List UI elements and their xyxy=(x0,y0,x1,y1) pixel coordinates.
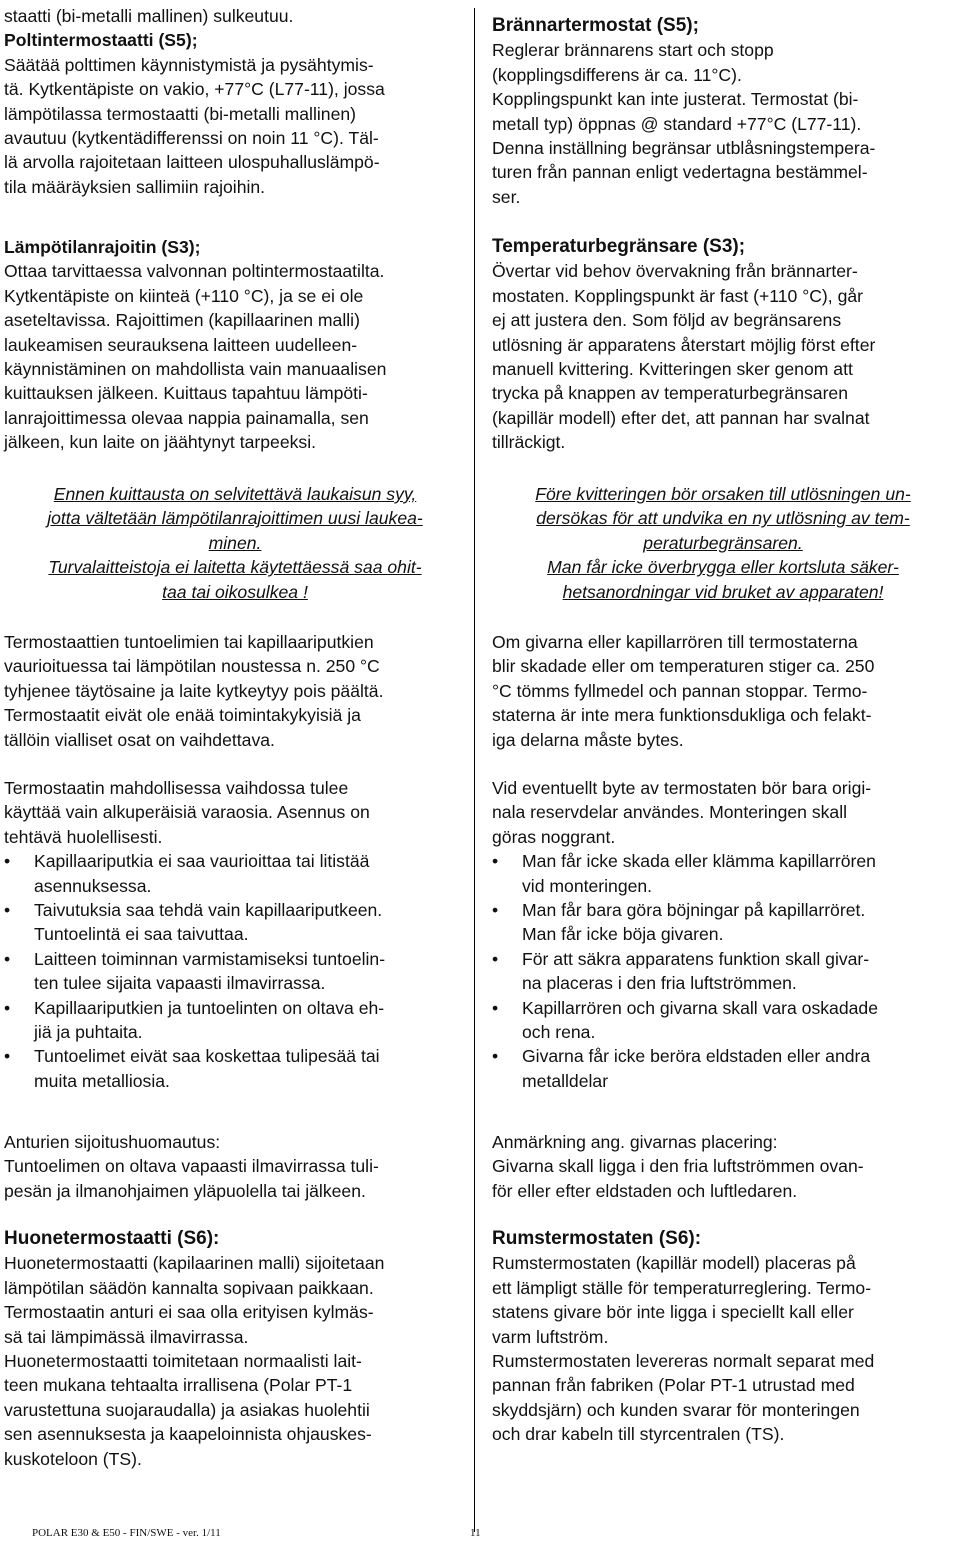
list-item: • Givarna får icke beröra eldstaden eller andra metalldelar xyxy=(492,1044,954,1093)
warning-line: Man får icke överbrygga eller kortsluta säker- xyxy=(547,557,899,578)
text-line: Säätää polttimen käynnistymistä ja pysähtymis- xyxy=(4,54,374,75)
text-line: trycka på knappen av temperaturbegränsaren xyxy=(492,383,848,404)
text-line: utlösning är apparatens återstart möjlig först efter xyxy=(492,334,876,355)
text-line: lämpötilan säädön kannalta sopivaan paikkaan. xyxy=(4,1277,374,1298)
warning-line: peraturbegränsaren. xyxy=(643,532,803,553)
text-line: lanrajoittimessa olevaa nappia painamalla, sen xyxy=(4,407,369,428)
list-item: • Kapillaariputkien ja tuntoelinten on oltava eh- jiä ja puhtaita. xyxy=(4,996,466,1045)
text-line: ett lämpligt ställe för temperaturreglering. Termo- xyxy=(492,1277,872,1298)
sv-warning xyxy=(492,482,954,604)
text-line: tehtävä huolellisesti. xyxy=(4,826,163,847)
sv-s3-heading: Temperaturbegränsare (S3); xyxy=(492,236,746,257)
list-item: • Laitteen toiminnan varmistamiseksi tuntoelin- ten tulee sijaita vapaasti ilmavirrassa. xyxy=(4,947,466,996)
fi-s3-section xyxy=(4,235,466,455)
list-item: • Man får icke skada eller klämma kapillarrören vid monteringen. xyxy=(492,849,954,898)
text-line: Övertar vid behov övervakning från brännarter- xyxy=(492,261,858,282)
sv-s3-section xyxy=(492,235,954,455)
list-item: • För att säkra apparatens funktion skall givar- na placeras i den fria luftströmmen. xyxy=(492,947,954,996)
text-line: lä arvolla rajoitetaan laitteen ulospuhalluslämpö- xyxy=(4,152,380,173)
text-line: Termostaatin anturi ei saa olla erityisen kylmäs- xyxy=(4,1302,374,1323)
list-item: • Taivutuksia saa tehdä vain kapillaariputkeen. Tuntoelintä ei saa taivuttaa. xyxy=(4,898,466,947)
text-line: Termostaattien tuntoelimien tai kapillaariputkien xyxy=(4,632,374,652)
fi-s6-section xyxy=(4,1227,466,1471)
fi-replacement xyxy=(4,776,466,1093)
text-line: blir skadade eller om temperaturen stiger ca. 250 xyxy=(492,656,875,677)
text-line: tyhjenee täytösaine ja laite kytkeytyy pois päältä. xyxy=(4,680,384,701)
text-line: göras noggrant. xyxy=(492,826,616,847)
warning-line: minen. xyxy=(208,532,262,553)
text-line: varm luftström. xyxy=(492,1326,609,1347)
text-line: Rumstermostaten levereras normalt separat med xyxy=(492,1351,875,1372)
text-line: Givarna skall ligga i den fria luftströmmen ovan- xyxy=(492,1156,864,1177)
text-line: tällöin vialliset osat on vaihdettava. xyxy=(4,729,275,750)
fi-s5-heading: Poltintermostaatti (S5); xyxy=(4,30,198,51)
text-line: kuskoteloon (TS). xyxy=(4,1448,142,1469)
text-line: iga delarna måste bytes. xyxy=(492,729,684,750)
text-line: Kytkentäpiste on kiinteä (+110 °C), ja se ei ole xyxy=(4,285,364,306)
text-line: statens givare bör inte ligga i speciellt kall eller xyxy=(492,1302,854,1323)
fi-bullet-list xyxy=(4,849,466,1093)
text-line: sen asennuksesta ja kaapeloinnista ohjauskes- xyxy=(4,1424,372,1445)
text-line: Termostaatin mahdollisessa vaihdossa tulee xyxy=(4,778,349,798)
text-line: jälkeen, kun laite on jäähtynyt tarpeeksi. xyxy=(4,432,316,453)
text-line: avautuu (kytkentädifferenssi on noin 11 °C). Täl- xyxy=(4,128,379,149)
column-divider xyxy=(474,8,475,1532)
text-line: varustettuna suojaraudalla) ja asiakas huolehtii xyxy=(4,1399,370,1420)
text-line: tillräckigt. xyxy=(492,432,566,453)
text-line: Denna inställning begränsar utblåsningstempera- xyxy=(492,138,876,159)
text-line: teen mukana tehtaalta irrallisena (Polar PT-1 xyxy=(4,1375,353,1396)
fi-intro xyxy=(4,4,466,199)
warning-line: hetsanordningar vid bruket av apparaten! xyxy=(562,581,884,602)
text-line: Vid eventuellt byte av termostaten bör bara origi- xyxy=(492,778,872,798)
text-line: °C tömms fyllmedel och pannan stoppar. Termo- xyxy=(492,680,868,701)
fi-damage xyxy=(4,630,466,752)
text-line: Ottaa tarvittaessa valvonnan poltintermostaatilta. xyxy=(4,261,385,282)
sv-s6-section xyxy=(492,1227,954,1447)
text-line: Kopplingspunkt kan inte justerat. Termostat (bi- xyxy=(492,89,859,110)
fi-s6-heading: Huonetermostaatti (S6): xyxy=(4,1228,220,1249)
text-line: aseteltavissa. Rajoittimen (kapillaarinen malli) xyxy=(4,310,360,331)
warning-line: Turvalaitteistoja ei laitetta käytettäessä saa ohit- xyxy=(48,557,422,578)
text-line: ser. xyxy=(492,186,521,207)
text-line: och drar kabeln till styrcentralen (TS). xyxy=(492,1424,785,1445)
warning-line: Före kvitteringen bör orsaken till utlösningen un- xyxy=(535,484,911,504)
text-line: Anmärkning ang. givarnas placering: xyxy=(492,1132,778,1152)
text-line: tila määräyksien sallimiin rajoihin. xyxy=(4,176,266,197)
text-line: Huonetermostaatti toimitetaan normaalisti lait- xyxy=(4,1351,362,1372)
text-line: nala reservdelar användes. Monteringen skall xyxy=(492,802,848,823)
list-item: • Kapillaariputkia ei saa vaurioittaa tai litistää asennuksessa. xyxy=(4,849,466,898)
list-item: • Tuntoelimet eivät saa koskettaa tulipesää tai muita metalliosia. xyxy=(4,1044,466,1093)
text-line: staatti (bi-metalli mallinen) sulkeutuu. xyxy=(4,6,294,26)
fi-warning xyxy=(4,482,466,604)
text-line: kuittauksen jälkeen. Kuittaus tapahtuu lämpöti- xyxy=(4,383,368,404)
text-line: käynnistäminen on mahdollista vain manuaalisen xyxy=(4,359,387,380)
warning-line: Ennen kuittausta on selvitettävä laukaisun syy, xyxy=(53,484,417,504)
text-line: laukeamisen seurauksena laitteen uudelleen- xyxy=(4,334,358,355)
footer-document-id: POLAR E30 & E50 - FIN/SWE - ver. 1/11 xyxy=(32,1527,221,1539)
text-line: Huonetermostaatti (kapilaarinen malli) sijoitetaan xyxy=(4,1253,385,1274)
warning-line: taa tai oikosulkea ! xyxy=(162,581,308,602)
text-line: Tuntoelimen on oltava vapaasti ilmavirrassa tuli- xyxy=(4,1156,379,1177)
text-line: Anturien sijoitushuomautus: xyxy=(4,1132,221,1152)
text-line: ej att justera den. Som följd av begränsarens xyxy=(492,310,842,331)
text-line: pannan från fabriken (Polar PT-1 utrustad med xyxy=(492,1375,855,1396)
text-line: (kopplingsdifferens är ca. 11°C). xyxy=(492,64,742,85)
fi-s3-heading: Lämpötilanrajoitin (S3); xyxy=(4,237,201,257)
list-item: • Kapillarrören och givarna skall vara oskadade och rena. xyxy=(492,996,954,1045)
text-line: pesän ja ilmanohjaimen yläpuolella tai jälkeen. xyxy=(4,1180,366,1201)
sv-s6-heading: Rumstermostaten (S6): xyxy=(492,1228,702,1249)
warning-line: dersökas för att undvika en ny utlösning av tem- xyxy=(536,508,910,529)
text-line: sä tai lämpimässä ilmavirrassa. xyxy=(4,1326,249,1347)
fi-sensor-note xyxy=(4,1130,466,1203)
text-line: Reglerar brännarens start och stopp xyxy=(492,40,774,61)
text-line: för eller efter eldstaden och luftledaren. xyxy=(492,1180,798,1201)
text-line: manuell kvittering. Kvitteringen sker genom att xyxy=(492,359,853,380)
sv-s5-section xyxy=(492,14,954,209)
text-line: metall typ) öppnas @ standard +77°C (L77-11). xyxy=(492,113,862,134)
sv-replacement xyxy=(492,776,954,1093)
text-line: käyttää vain alkuperäisiä varaosia. Asennus on xyxy=(4,802,370,823)
text-line: (kapillär modell) efter det, att pannan har svalnat xyxy=(492,407,870,428)
sv-damage xyxy=(492,630,954,752)
text-line: lämpötilassa termostaatti (bi-metalli mallinen) xyxy=(4,103,356,124)
text-line: Termostaatit eivät ole enää toimintakykyisiä ja xyxy=(4,705,361,726)
page-number: 11 xyxy=(470,1527,481,1539)
text-line: Rumstermostaten (kapillär modell) placeras på xyxy=(492,1253,856,1274)
text-line: mostaten. Kopplingspunkt är fast (+110 °C), går xyxy=(492,285,863,306)
text-line: turen från pannan enligt vedertagna bestämmel- xyxy=(492,162,868,183)
text-line: tä. Kytkentäpiste on vakio, +77°C (L77-11), jossa xyxy=(4,79,385,100)
text-line: Om givarna eller kapillarrören till termostaterna xyxy=(492,632,858,652)
text-line: skyddsjärn) och kunden svarar för monteringen xyxy=(492,1399,860,1420)
sv-s5-heading: Brännartermostat (S5); xyxy=(492,15,699,36)
list-item: • Man får bara göra böjningar på kapillarröret. Man får icke böja givaren. xyxy=(492,898,954,947)
sv-sensor-note xyxy=(492,1130,954,1203)
warning-line: jotta vältetään lämpötilanrajoittimen uusi laukea- xyxy=(47,508,423,529)
sv-bullet-list xyxy=(492,849,954,1093)
text-line: vaurioituessa tai lämpötilan noustessa n. 250 °C xyxy=(4,656,380,677)
text-line: staterna är inte mera funktionsdukliga och felakt- xyxy=(492,705,872,726)
